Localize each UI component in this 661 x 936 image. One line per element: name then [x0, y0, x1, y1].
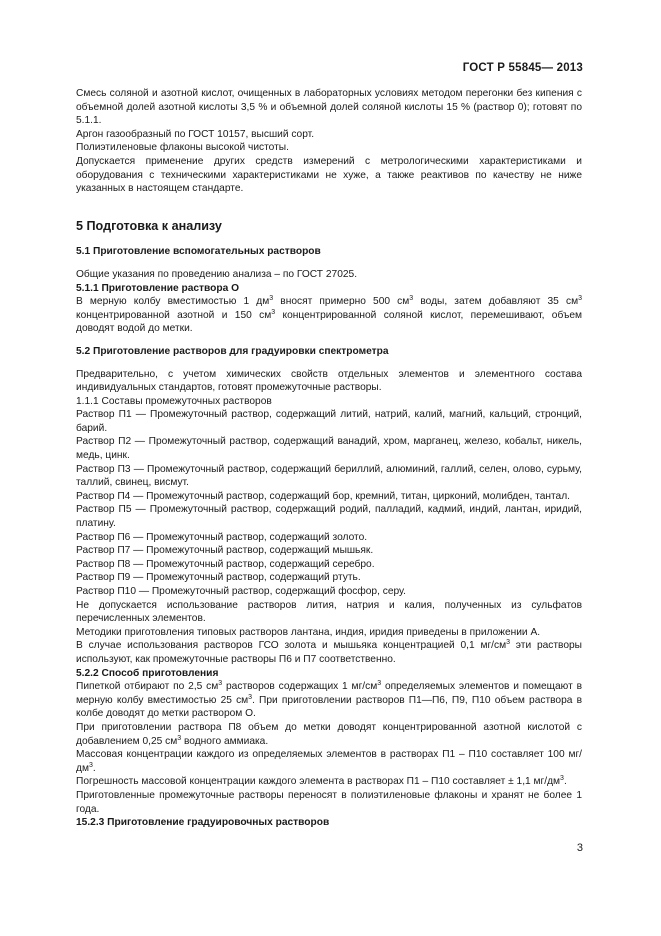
paragraph: Массовая концентрации каждого из определяемых элементов в растворах П1 – П10 составляет 100 $мг/дм^3$. — [76, 749, 582, 774]
page-number: 3 — [576, 842, 583, 854]
paragraph: Приготовленные промежуточные растворы переносят в полиэтиленовые флаконы и хранят не более 1 года. — [76, 789, 582, 815]
paragraph: Аргон газообразный по ГОСТ 10157, высший сорт. — [76, 128, 315, 140]
paragraph: В мерную колбу вместимостью 1 $дм^3$ вносят примерно 500 $см^3$ воды, затем добавляют 35 $см^3$ концентрированной азотной и 150 $см^3$ концентрированной соляной кислот, перемешивают, объем доводят водой до метки. — [76, 295, 583, 335]
list-item: Раствор П10 — Промежуточный раствор, содержащий фосфор, серу. — [76, 586, 406, 597]
paragraph: Полиэтиленовые флаконы высокой чистоты. — [76, 142, 289, 154]
page-content — [76, 87, 582, 830]
list-item: Раствор П8 — Промежуточный раствор, содержащий серебро. — [76, 558, 375, 570]
paragraph: Общие указания по проведению анализа – по ГОСТ 27025. — [76, 268, 358, 280]
document-id: ГОСТ Р 55845— 2013 — [462, 62, 583, 74]
list-item: Раствор П9 — Промежуточный раствор, содержащий ртуть. — [76, 572, 361, 584]
list-item: Раствор П6 — Промежуточный раствор, содержащий золото. — [76, 531, 368, 543]
subsection-heading-5-1: 5.1 Приготовление вспомогательных растворов — [76, 246, 321, 258]
list-item: Раствор П1 — Промежуточный раствор, содержащий литий, натрий, калий, магний, кальций, стронций, барий. — [76, 409, 582, 434]
paragraph: 1.1.1 Составы промежуточных растворов — [76, 395, 272, 407]
list-item: Раствор П4 — Промежуточный раствор, содержащий бор, кремний, титан, цирконий, молибден, тантал. — [76, 490, 570, 502]
list-item: Раствор П5 — Промежуточный раствор, содержащий родий, палладий, кадмий, индий, лантан, иридий, платину. — [76, 504, 582, 530]
paragraph: Допускается применение других средств измерений с метрологическими характеристиками и оборудования с техническими характеристиками не хуже, а также реактивов по качеству не ниже указанных в настоящем стандарте. — [76, 155, 582, 195]
list-item: Раствор П2 — Промежуточный раствор, содержащий ванадий, хром, марганец, железо, кобальт, никель, медь, цинк. — [76, 436, 582, 462]
paragraph: Смесь соляной и азотной кислот, очищенных в лабораторных условиях методом перегонки без кипения с объемной долей азотной кислоты 3,5 % и объемной долей соляной кислоты 15 % (раствор 0); готовят по 5.1.1. — [76, 88, 582, 127]
paragraph: Предварительно, с учетом химических свойств отдельных элементов и элементного состава индивидуальных стандартов, готовят промежуточные растворы. — [76, 368, 582, 394]
subsection-heading-15-2-3: 15.2.3 Приготовление градуировочных растворов — [76, 817, 330, 829]
list-item: Раствор П3 — Промежуточный раствор, содержащий бериллий, алюминий, галлий, селен, олово, сурьму, таллий, свинец, висмут. — [76, 463, 582, 489]
paragraph: Пипеткой отбирают по 2,5 $см^3$ растворов содержащих 1 $мг/см^3$ определяемых элементов и помещают в мерную колбу вместимостью 25 $см^3$. При приготовлении растворов П1—П6, П9, П10 объем раствора в колбе доводят до метки раствором О. — [76, 680, 582, 720]
subsection-heading-5-2: 5.2 Приготовление растворов для градуировки спектрометра — [76, 345, 389, 357]
section-heading-5: 5 Подготовка к анализу — [76, 218, 222, 233]
paragraph: Погрешность массовой концентрации каждого элемента в растворах П1 – П10 составляет ± 1,1 $мг/дм^3$. — [76, 775, 567, 788]
paragraph: При приготовлении раствора П8 объем до метки доводят концентрированной азотной кислотой с добавлением 0,25 $см^3$ водного аммиака. — [76, 721, 582, 747]
paragraph: В случае использования растворов ГСО золота и мышьяка концентрацией 0,1 $мг/см^3$ эти растворы используют, как промежуточные растворы П6 и П7 соответственно. — [76, 639, 582, 665]
paragraph: Методики приготовления типовых растворов лантана, индия, иридия приведены в приложении А. — [76, 626, 541, 638]
subsection-heading-5-2-2: 5.2.2 Способ приготовления — [76, 667, 219, 679]
subsection-heading-5-1-1: 5.1.1 Приготовление раствора О — [76, 282, 240, 294]
paragraph: Не допускается использование растворов лития, натрия и калия, полученных из сульфатов перечисленных элементов. — [76, 599, 582, 625]
list-item: Раствор П7 — Промежуточный раствор, содержащий мышьяк. — [76, 545, 374, 557]
